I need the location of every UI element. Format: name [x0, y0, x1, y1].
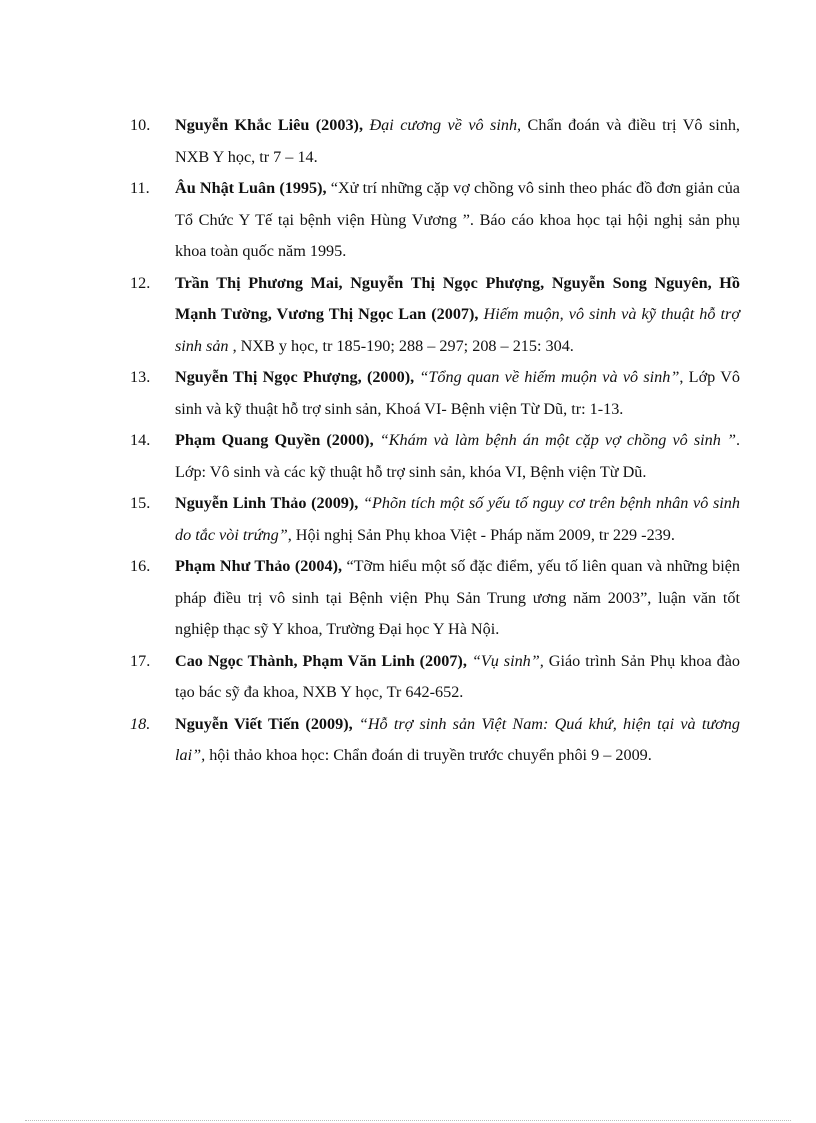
reference-number: 15. [130, 494, 151, 512]
reference-details: , NXB y học, tr 185-190; 288 – 297; 208 – 215: 304. [228, 336, 574, 355]
reference-authors: Nguyễn Linh Thảo (2009), [175, 494, 359, 512]
reference-authors: Trần Thị Phương Mai, Nguyễn Thị Ngọc Phượng, Nguyễn Song Nguyên, Hồ Mạnh Tường, Vương Thị Ngọc Lan (2007), [175, 273, 740, 323]
reference-title: “Hỗ trợ sinh sản Việt Nam: Quá khứ, hiện tại và tương lai”, [175, 714, 740, 764]
reference-text [175, 268, 740, 363]
reference-number: 18. [130, 714, 151, 733]
reference-item [130, 268, 740, 363]
reference-details: Giáo trình Sản Phụ khoa đào tạo bác sỹ đa khoa, NXB Y học, Tr 642-652. [175, 651, 740, 701]
reference-number: 10. [130, 116, 151, 134]
reference-title: Đại cương về vô sinh, [363, 116, 522, 134]
reference-details: , Hội nghị Sản Phụ khoa Việt - Pháp năm 2009, tr 229 -239. [287, 525, 675, 544]
reference-text [175, 709, 740, 772]
reference-details: “Tỡm hiểu một số đặc điểm, yếu tố liên quan và những biện pháp điều trị vô sinh tại Bệnh viện Phụ Sản Trung ương năm 2003”, luận văn tốt nghiệp thạc sỹ Y khoa, Trường Đại học Y Hà Nội. [175, 557, 740, 638]
reference-text [175, 110, 740, 173]
reference-item [130, 709, 740, 772]
reference-number: 13. [130, 368, 151, 386]
reference-item [130, 646, 740, 709]
reference-item [130, 488, 740, 551]
reference-title: “Khám và làm bệnh án một cặp vợ chồng vô sinh ” [373, 431, 736, 449]
reference-authors: Nguyễn Khắc Liêu (2003), [175, 116, 363, 134]
reference-number: 12. [130, 273, 151, 292]
reference-text [175, 173, 740, 268]
reference-details: hội thảo khoa học: Chẩn đoán di truyền trước chuyển phôi 9 – 2009. [205, 746, 652, 764]
reference-item [130, 425, 740, 488]
reference-title: “Phõn tích một số yếu tố nguy cơ trên bệnh nhân vô sinh do tắc vòi trứng” [175, 494, 740, 544]
reference-title: “Tổng quan về hiếm muộn và vô sinh” [414, 368, 680, 386]
reference-text [175, 362, 740, 425]
reference-details: . Lớp: Vô sinh và các kỹ thuật hỗ trợ sinh sản, khóa VI, Bệnh viện Từ Dũ. [175, 431, 740, 481]
reference-number: 16. [130, 557, 151, 575]
reference-text [175, 425, 740, 488]
reference-item [130, 362, 740, 425]
reference-title: “Vụ sinh”, [466, 651, 544, 670]
page-bottom-divider [25, 1120, 791, 1121]
reference-details: “Xử trí những cặp vợ chồng vô sinh theo phác đồ đơn giản của Tổ Chức Y Tế tại bệnh viện Hùng Vương ”. Báo cáo khoa học tại hội nghị sản phụ khoa toàn quốc năm 1995. [175, 179, 740, 260]
reference-details: Chẩn đoán và điều trị Vô sinh, NXB Y học, tr 7 – 14. [175, 116, 740, 166]
reference-text [175, 488, 740, 551]
reference-authors: Âu Nhật Luân (1995), [175, 179, 327, 197]
reference-title: Hiếm muộn, vô sinh và kỹ thuật hỗ trợ sinh sản [175, 305, 740, 355]
reference-number: 17. [130, 651, 151, 670]
reference-authors: Cao Ngọc Thành, Phạm Văn Linh (2007), [175, 651, 467, 670]
reference-details: , Lớp Vô sinh và kỹ thuật hỗ trợ sinh sản, Khoá VI- Bệnh viện Từ Dũ, tr: 1-13. [175, 368, 740, 418]
reference-number: 11. [130, 179, 150, 197]
reference-authors: Phạm Quang Quyền (2000), [175, 431, 374, 449]
reference-authors: Nguyễn Viết Tiến (2009), [175, 714, 353, 733]
reference-item [130, 551, 740, 646]
reference-number: 14. [130, 431, 151, 449]
reference-item [130, 110, 740, 173]
reference-authors: Nguyễn Thị Ngọc Phượng, (2000), [175, 368, 415, 386]
reference-text [175, 551, 740, 646]
reference-text [175, 646, 740, 709]
reference-item [130, 173, 740, 268]
reference-authors: Phạm Như Thảo (2004), [175, 557, 343, 575]
reference-list [130, 110, 740, 772]
